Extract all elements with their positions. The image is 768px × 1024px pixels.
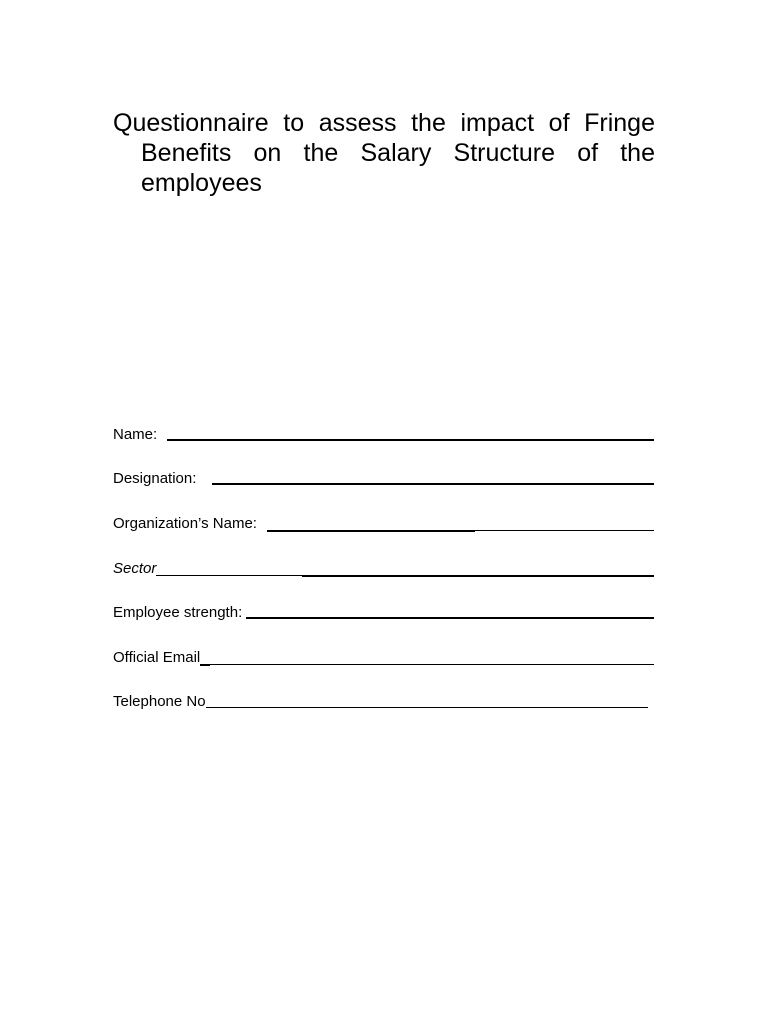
sector-field <box>113 554 654 578</box>
telephone-blank-line[interactable] <box>206 707 648 708</box>
sector-label: Sector <box>113 560 157 577</box>
employee-strength-blank-line[interactable] <box>246 617 654 619</box>
name-blank-line[interactable] <box>167 439 654 441</box>
organization-label: Organization’s Name: <box>113 515 257 532</box>
employee-strength-field <box>113 598 654 622</box>
organization-field <box>113 509 654 533</box>
organization-line-thin-segment <box>475 530 654 531</box>
official-email-field <box>113 643 654 667</box>
sector-line-thin-segment <box>156 575 302 576</box>
telephone-label: Telephone No <box>113 693 206 710</box>
employee-strength-label: Employee strength: <box>113 604 243 621</box>
document-title: Questionnaire to assess the impact of Fringe Benefits on the Salary Structure of the employees <box>113 109 655 197</box>
name-label: Name: <box>113 426 158 443</box>
organization-line-bold-segment <box>267 530 475 532</box>
official-email-line-thin-segment <box>210 664 654 665</box>
name-field <box>113 420 654 444</box>
designation-label: Designation: <box>113 470 197 487</box>
sector-line-bold-segment <box>302 575 654 577</box>
designation-blank-line[interactable] <box>212 483 654 485</box>
telephone-field <box>113 687 648 711</box>
official-email-line-bold-segment <box>200 664 210 666</box>
official-email-label: Official Email <box>113 649 201 666</box>
designation-field <box>113 464 654 488</box>
